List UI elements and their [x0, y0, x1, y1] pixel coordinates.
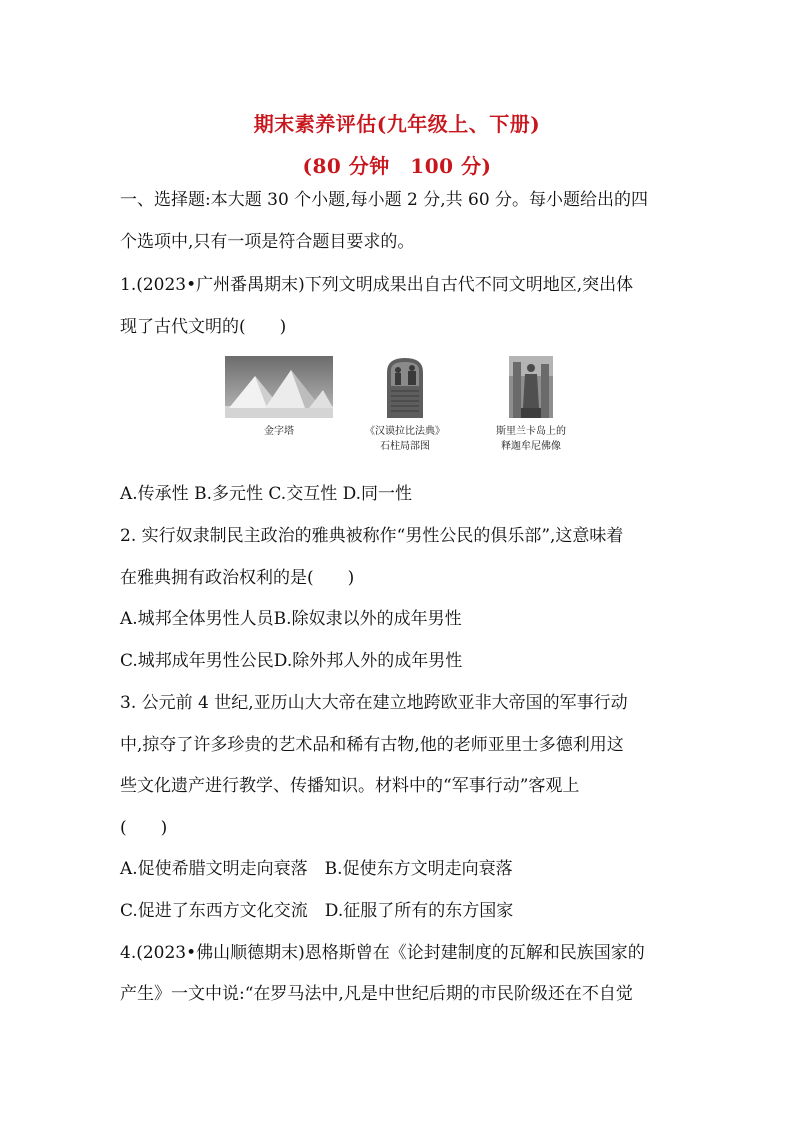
question-3-line-3: 些文化遗产进行教学、传播知识。材料中的“军事行动”客观上 — [120, 776, 580, 796]
question-3-line-2: 中,掠夺了许多珍贵的艺术品和稀有古物,他的老师亚里士多德利用这 — [120, 735, 624, 755]
figure-caption-3-line-2: 释迦牟尼佛像 — [501, 441, 561, 452]
figure-pyramids — [225, 356, 333, 439]
question-2-line-1: 2. 实行奴隶制民主政治的雅典被称作“男性公民的俱乐部”,这意味着 — [120, 526, 624, 546]
question-2-line-2: 在雅典拥有政治权利的是( ) — [120, 568, 355, 588]
question-3-line-1: 3. 公元前 4 世纪,亚历山大大帝在建立地跨欧亚非大帝国的军事行动 — [120, 693, 628, 713]
figure-caption-1-line-1: 金字塔 — [264, 426, 294, 437]
figure-buddha-statue — [477, 356, 585, 454]
question-1-line-2: 现了古代文明的( ) — [120, 317, 287, 337]
question-4-line-2: 产生》一文中说:“在罗马法中,凡是中世纪后期的市民阶级还在不自觉 — [120, 984, 633, 1004]
exam-title: 期末素养评估(九年级上、下册) — [253, 112, 541, 136]
hammurabi-stele-image — [383, 356, 427, 418]
pyramids-image — [225, 356, 333, 418]
exam-subtitle: (80 分钟 100 分) — [302, 154, 492, 178]
question-4-line-1: 4.(2023•佛山顺德期末)恩格斯曾在《论封建制度的瓦解和民族国家的 — [120, 943, 645, 963]
question-1-line-1: 1.(2023•广州番禺期末)下列文明成果出自古代不同文明地区,突出体 — [120, 275, 634, 295]
figure-caption-3-line-1: 斯里兰卡岛上的 — [496, 426, 566, 437]
buddha-statue-image — [509, 356, 553, 418]
question-2-options-row-1: A.城邦全体男性人员B.除奴隶以外的成年男性 — [120, 609, 462, 629]
figure-caption-2-line-1: 《汉谟拉比法典》 — [365, 426, 445, 437]
question-1-figures — [225, 356, 585, 466]
question-2-options-row-2: C.城邦成年男性公民D.除外邦人外的成年男性 — [120, 651, 463, 671]
question-1-options: A.传承性 B.多元性 C.交互性 D.同一性 — [120, 484, 413, 504]
question-3-options-row-2: C.促进了东西方文化交流 D.征服了所有的东方国家 — [120, 901, 514, 921]
question-3-line-4: ( ) — [120, 818, 168, 838]
question-3-options-row-1: A.促使希腊文明走向衰落 B.促使东方文明走向衰落 — [120, 859, 513, 879]
figure-caption-2-line-2: 石柱局部图 — [380, 441, 430, 452]
section-instruction-line-2: 个选项中,只有一项是符合题目要求的。 — [120, 232, 415, 252]
figure-hammurabi-code — [351, 356, 459, 454]
section-instruction-line-1: 一、选择题:本大题 30 个小题,每小题 2 分,共 60 分。每小题给出的四 — [120, 190, 649, 210]
